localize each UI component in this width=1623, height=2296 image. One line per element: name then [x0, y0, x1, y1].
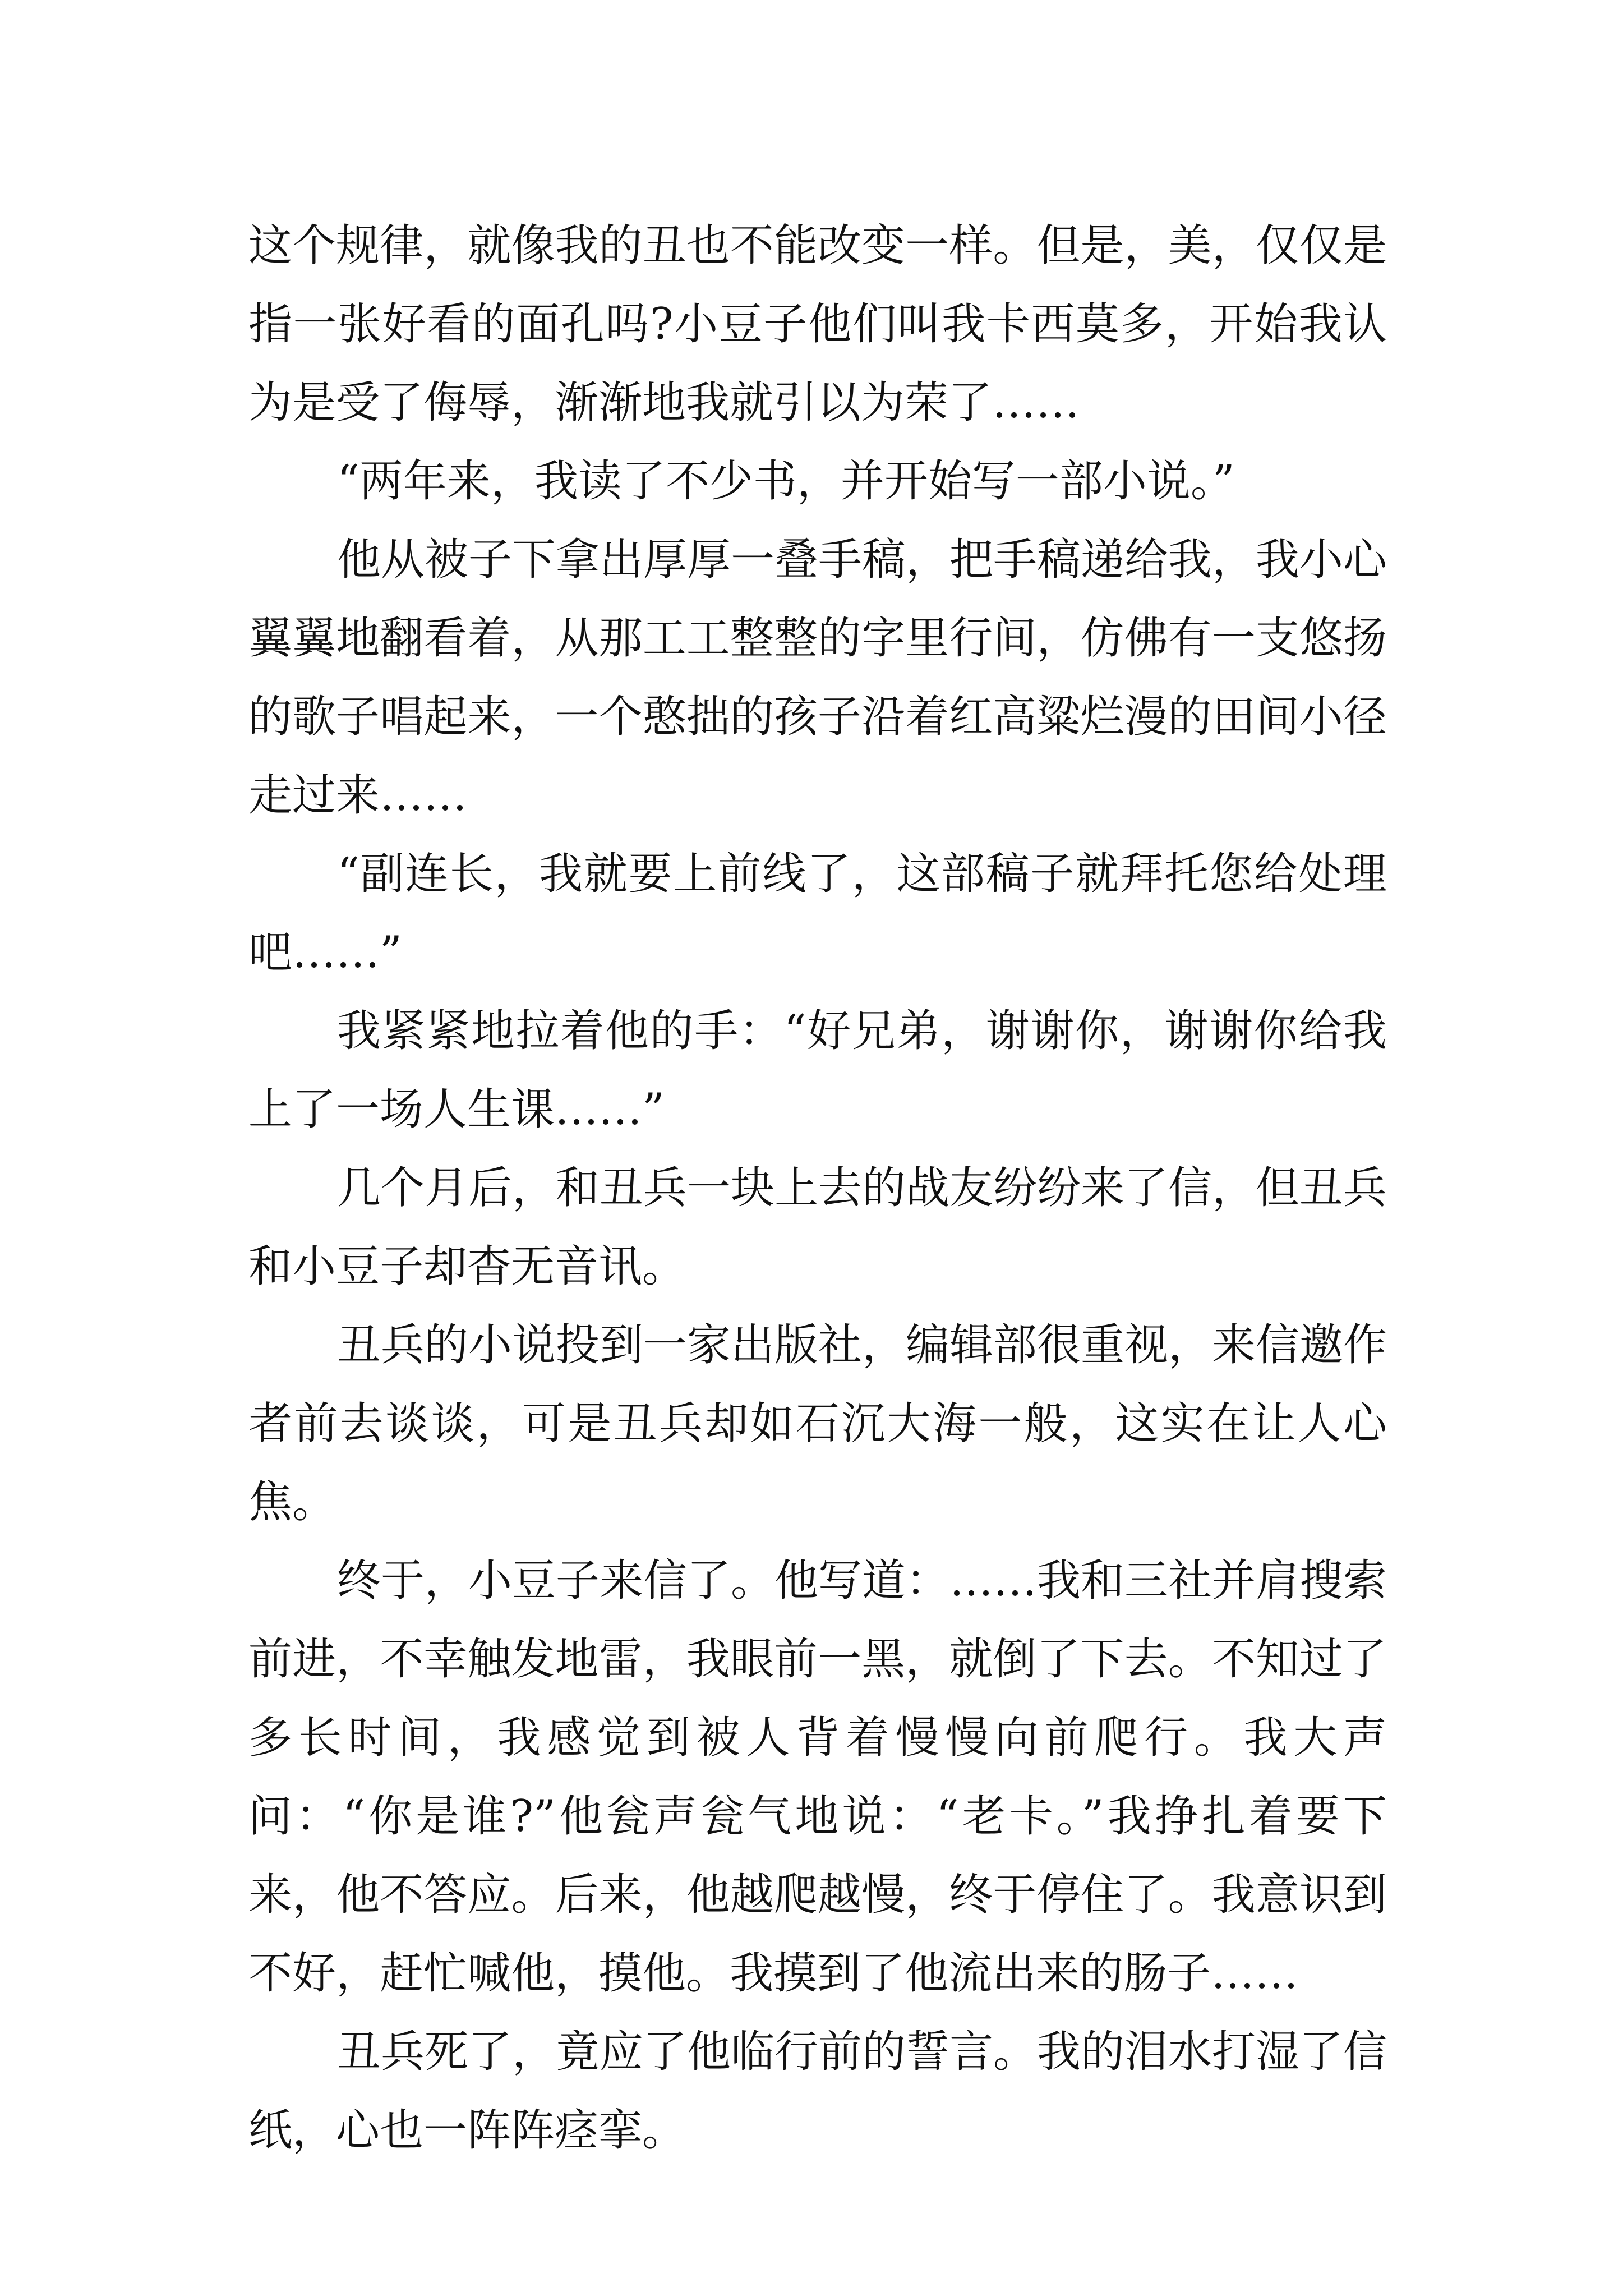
body-text [248, 206, 1387, 2170]
paragraph-7: 丑兵的小说投到一家出版社，编辑部很重视，来信邀作者前去谈谈，可是丑兵却如石沉大海一般，这实在让人心焦。 [248, 1320, 1387, 1527]
paragraph-3: 他从被子下拿出厚厚一叠手稿，把手稿递给我，我小心翼翼地翻看着，从那工工整整的字里行间，仿佛有一支悠扬的歌子唱起来，一个憨拙的孩子沿着红高粱烂漫的田间小径走过来…… [248, 535, 1387, 821]
paragraph-1: 这个规律，就像我的丑也不能改变一样。但是，美，仅仅是指一张好看的面孔吗?小豆子他们叫我卡西莫多，开始我认为是受了侮辱，渐渐地我就引以为荣了…… [248, 220, 1387, 428]
paragraph-8: 终于，小豆子来信了。他写道：……我和三社并肩搜索前进，不幸触发地雷，我眼前一黑，就倒了下去。不知过了多长时间，我感觉到被人背着慢慢向前爬行。我大声问：“你是谁?”他瓮声瓮气地说：“老卡。”我挣扎着要下来，他不答应。后来，他越爬越慢，终于停住了。我意识到不好，赶忙喊他，摸他。我摸到了他流出来的肠子…… [248, 1556, 1387, 1999]
paragraph-4: “副连长，我就要上前线了，这部稿子就拜托您给处理吧……” [248, 849, 1387, 978]
paragraph-9: 丑兵死了，竟应了他临行前的誓言。我的泪水打湿了信纸，心也一阵阵痉挛。 [248, 2027, 1387, 2156]
paragraph-6: 几个月后，和丑兵一块上去的战友纷纷来了信，但丑兵和小豆子却杳无音讯。 [248, 1163, 1387, 1292]
paragraph-2: “两年来，我读了不少书，并开始写一部小说。” [337, 456, 1235, 507]
paragraph-5: 我紧紧地拉着他的手：“好兄弟，谢谢你，谢谢你给我上了一场人生课……” [248, 1006, 1387, 1135]
